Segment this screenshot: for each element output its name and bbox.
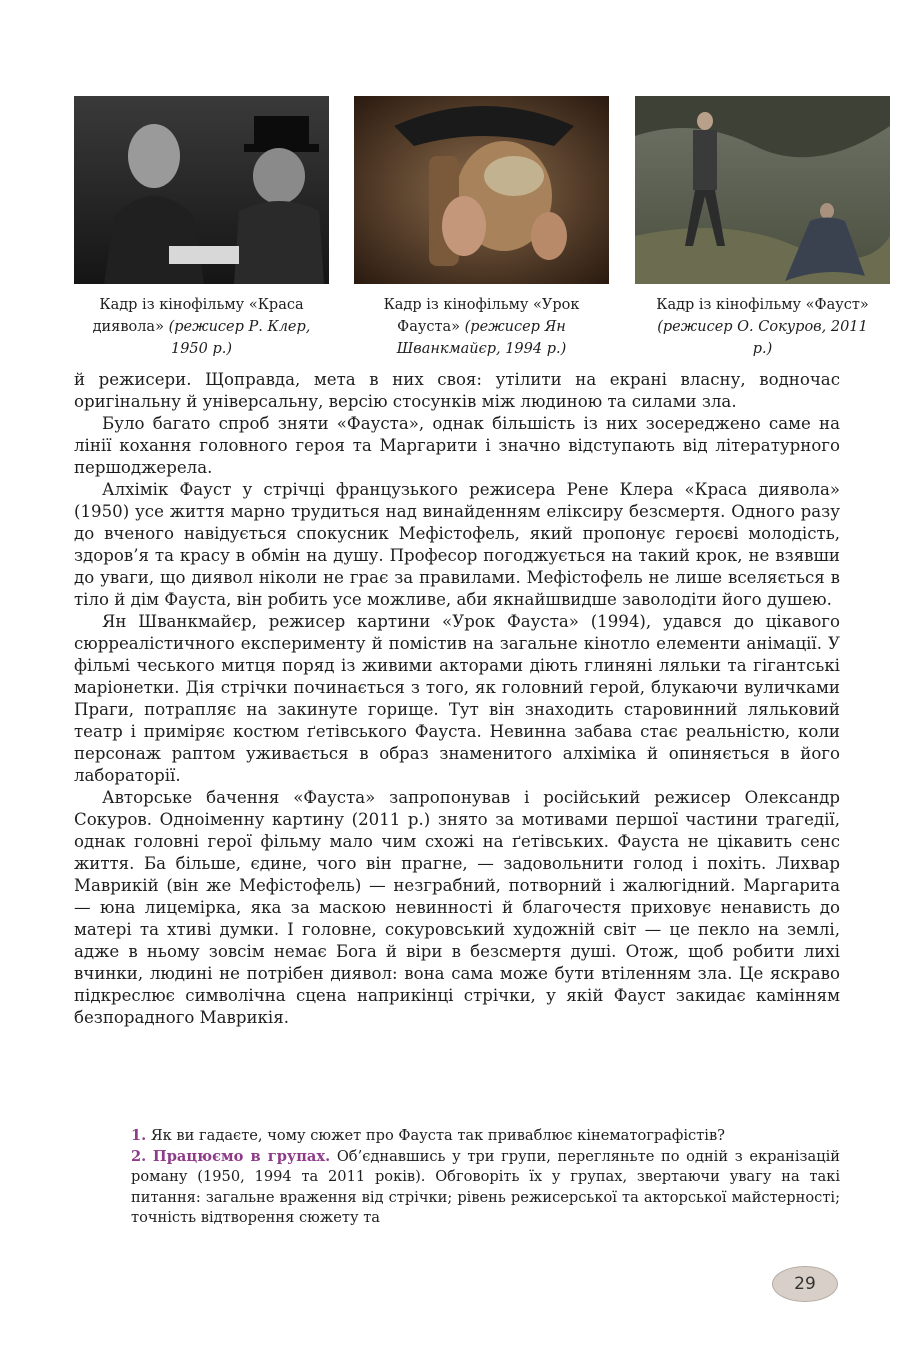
paragraph: Алхімік Фауст у стрічці французького режисера Рене Клера «Краса диявола» (1950) усе життя марно трудиться над винайденням еліксиру безсмертя. Одного разу до вченого навідується спокусник Мефістофель, який пропонує героєві молодість, здоров’я та красу в обмін на душу. Професор погоджується на такий крок, не взявши до уваги, що диявол ніколи не грає за правилами. Мефістофель не лише вселяється в тіло й дім Фауста, він робить усе можливе, аби якнайшвидше заволодіти його душею. (74, 480, 840, 609)
questions-block (131, 1126, 840, 1229)
question-item (131, 1126, 840, 1147)
paragraph: Авторське бачення «Фауста» запропонував і російський режисер Олександр Сокуров. Одноіменну картину (2011 р.) знято за мотивами першої частини трагедії, однак головні герої фільму мало чим схожі на ґетівських. Фауста не цікавить сенс життя. Ба більше, єдине, чого він прагне, — задовольнити голод і похіть. Лихвар Маврикій (він же Мефістофель) — незграбний, потворний і жалюгідний. Маргарита — юна лицемірка, яка за маскою невинності й благочестя приховує ненависть до матері та хтиві думки. І головне, сокуровський художній світ — це пекло на землі, адже в ньому зовсім немає Бога й віри в безсмертя душі. Отож, щоб робити лихі вчинки, людині не потрібен диявол: вона сама може бути втіленням зла. Це яскраво підкреслює символічна сцена наприкінці стрічки, у якій Фауст закидає камінням безпорадного Маврикія. (74, 788, 840, 1027)
film-stills-row (74, 96, 890, 366)
film-still-image (354, 96, 609, 284)
question-item (131, 1147, 840, 1229)
question-text: Об’єднавшись у три групи, перегляньте по одній з екранізацій роману (1950, 1994 та 2011 років). Обговоріть їх у групах, звертаючи увагу на такі питання: загальне враження від стрічки; рівень режисерської та акторської майстерності; точність відтворення сюжету та (131, 1147, 840, 1226)
paragraph: Ян Шванкмайєр, режисер картини «Урок Фауста» (1994), удався до цікавого сюрреалістичного експерименту й помістив на загальне кінотло елементи анімації. У фільмі чеського митця поряд із живими акторами діють глиняні ляльки та гігантські маріонетки. Дія стрічки починається з того, як головний герой, блукаючи вуличками Праги, потрапляє на закинуте горище. Тут він знаходить старовинний ляльковий театр і приміряє костюм ґетівського Фауста. Невинна забава стає реальністю, коли персонаж раптом уживається в образ знаменитого алхіміка й опиняється в його лабораторії. (74, 612, 840, 785)
film-still-image (635, 96, 890, 284)
page-number: 29 (794, 1274, 816, 1294)
article-body (74, 369, 840, 1029)
question-number: 2. (131, 1147, 147, 1165)
film-still-caption: Кадр із кінофільму «Фауст» (режисер О. Сокуров, 2011 р.) (656, 297, 869, 357)
question-text: Як ви гадаєте, чому сюжет про Фауста так приваблює кінематографістів? (150, 1127, 725, 1144)
film-still-image (74, 96, 329, 284)
paragraph: й режисери. Щоправда, мета в них своя: утілити на екрані власну, водночас оригінальну й універсальну, версію стосунків між людиною та силами зла. (74, 370, 840, 411)
question-lead: Працюємо в групах. (152, 1147, 331, 1165)
paragraph: Було багато спроб зняти «Фауста», однак більшість із них зосереджено саме на лінії кохання головного героя та Маргарити і значно відступають від літературного першоджерела. (74, 414, 840, 477)
page-number-badge (772, 1266, 838, 1302)
film-still-caption: Кадр із кінофільму «Урок Фауста» (режисер Ян Шванкмайєр, 1994 р.) (383, 297, 580, 357)
question-number: 1. (131, 1127, 147, 1144)
film-still-caption: Кадр із кінофільму «Краса диявола» (режисер Р. Клер, 1950 р.) (92, 297, 311, 357)
